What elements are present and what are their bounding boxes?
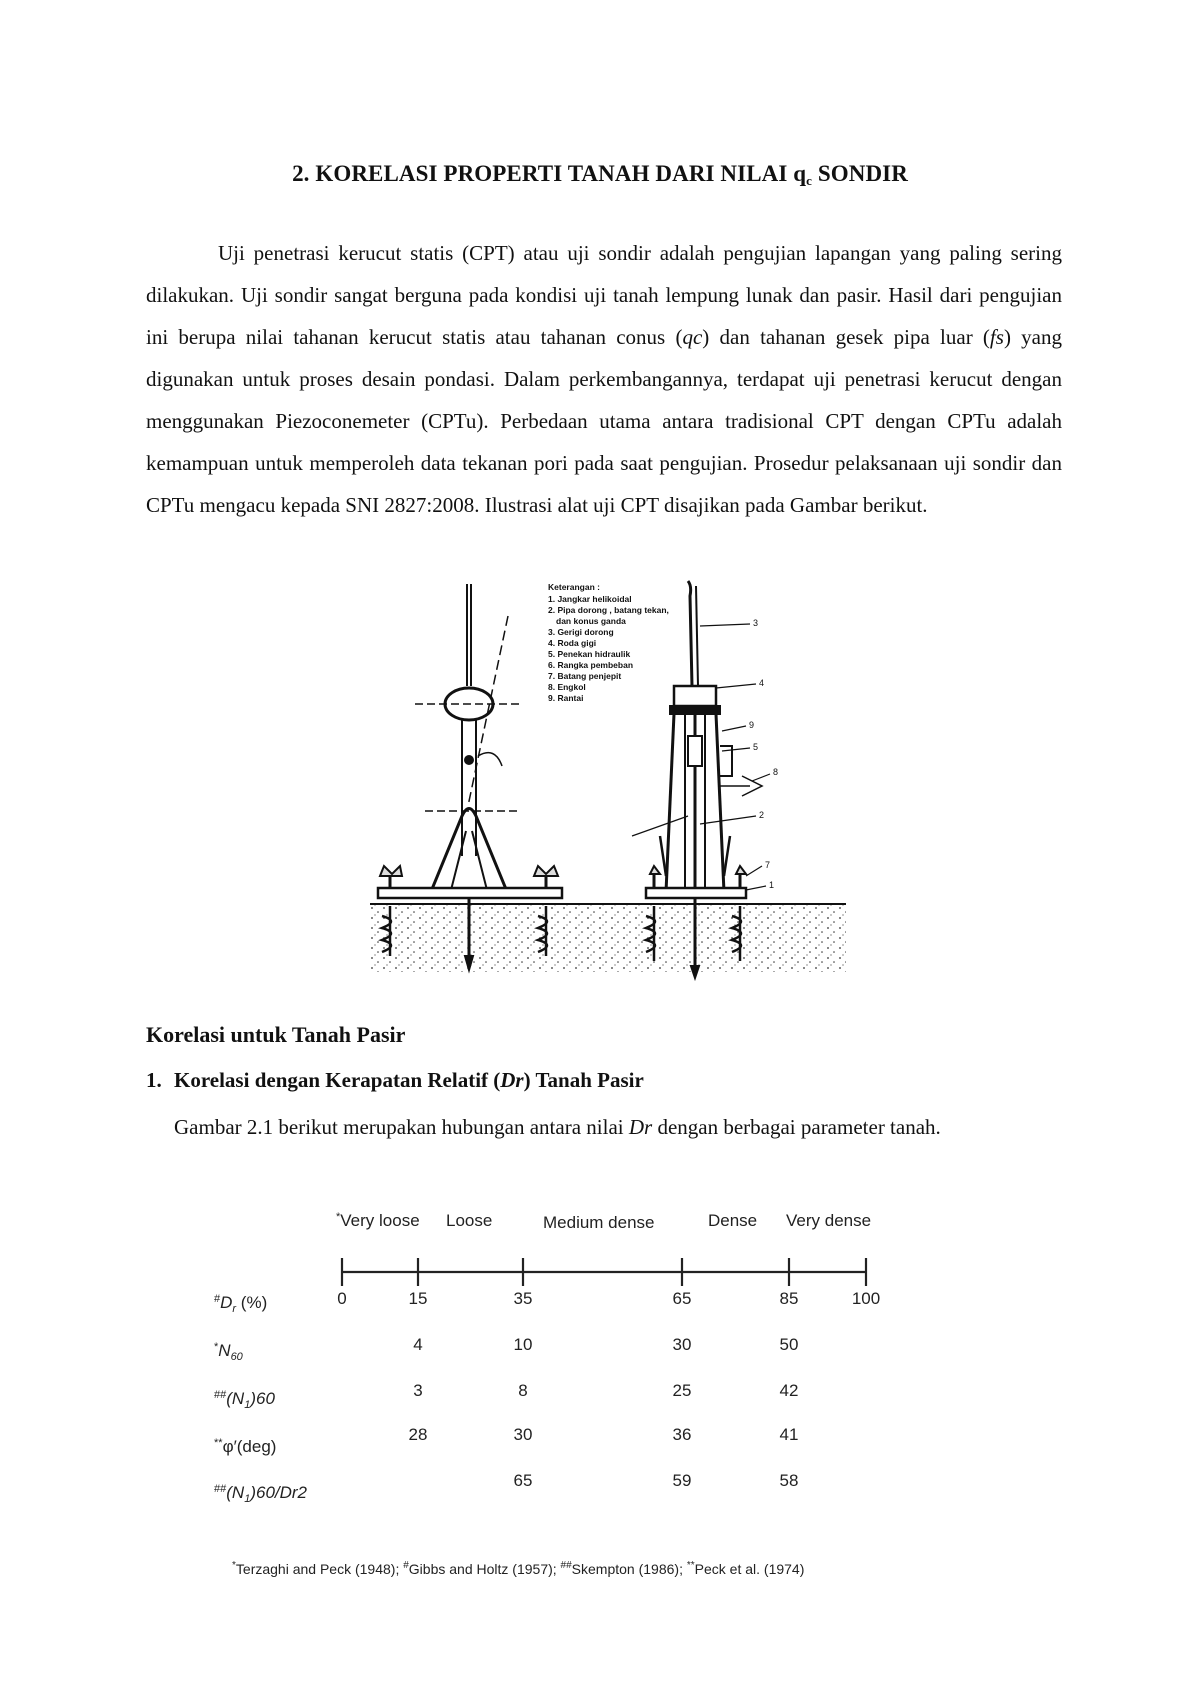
references-line: *Terzaghi and Peck (1948); #Gibbs and Holtz (1957); ##Skempton (1986); **Peck et al. (1974) xyxy=(232,1560,805,1577)
value-cell: 65 xyxy=(513,1471,533,1490)
legend-item: 3. Gerigi dorong xyxy=(548,627,614,637)
legend-item: 2. Pipa dorong , batang tekan, xyxy=(548,605,669,615)
row-label-n160-dr2: $^{\#\#}(N_1)60/Dr2$ xyxy=(214,1483,308,1505)
row-label-n60: $^*N_{60}$ xyxy=(214,1341,243,1363)
callout-label: 1 xyxy=(769,880,775,890)
legend-title: Keterangan : xyxy=(548,582,600,592)
value-cell: 15 xyxy=(408,1289,428,1308)
callout-label: 9 xyxy=(749,720,755,730)
cpt-apparatus-figure xyxy=(370,576,846,986)
legend-item: 5. Penekan hidraulik xyxy=(548,649,631,659)
row-label-n160: $^{\#\#}(N_1)60$ xyxy=(214,1389,275,1411)
value-cell: 3 xyxy=(413,1381,423,1400)
legend-item: 6. Rangka pembeban xyxy=(548,660,634,670)
value-cell: 65 xyxy=(672,1289,692,1308)
row-label-phi: **φ′(deg) xyxy=(214,1437,277,1456)
legend-item: 9. Rantai xyxy=(548,693,584,703)
density-scale-axis xyxy=(342,1258,866,1286)
value-cell: 100 xyxy=(851,1289,881,1308)
relative-density-figure xyxy=(200,1196,1000,1596)
category-label: *Very loose xyxy=(336,1211,420,1230)
callout-label: 7 xyxy=(765,860,771,870)
category-label: Medium dense xyxy=(543,1213,655,1232)
value-cell: 28 xyxy=(408,1425,428,1444)
value-cell: 35 xyxy=(513,1289,533,1308)
value-cell: 59 xyxy=(672,1471,692,1490)
value-cell: 30 xyxy=(672,1335,692,1354)
page-title: 2. KORELASI PROPERTI TANAH DARI NILAI $q_c$ SONDIR xyxy=(292,161,908,189)
section-heading: Korelasi untuk Tanah Pasir xyxy=(146,1022,406,1047)
value-cell: 50 xyxy=(779,1335,799,1354)
legend-item: 7. Batang penjepit xyxy=(548,671,622,681)
legend-item: 8. Engkol xyxy=(548,682,586,692)
category-label: Dense xyxy=(708,1211,758,1230)
value-cell: 58 xyxy=(779,1471,799,1490)
legend-item: 1. Jangkar helikoidal xyxy=(548,594,632,604)
callout-label: 5 xyxy=(753,742,759,752)
callout-label: 8 xyxy=(773,767,779,777)
value-cell: 25 xyxy=(672,1381,692,1400)
value-cell: 4 xyxy=(413,1335,423,1354)
value-cell: 85 xyxy=(779,1289,799,1308)
subsection-heading: 1. Korelasi dengan Kerapatan Relatif (Dr) Tanah Pasir xyxy=(146,1068,644,1092)
value-cell: 10 xyxy=(513,1335,533,1354)
intro-paragraph: Uji penetrasi kerucut statis (CPT) atau uji sondir adalah pengujian lapangan yang paling sering dilakukan. Uji sondir sangat berguna pada kondisi uji tanah lempung lunak dan pasir. Hasil dari pengujian ini berupa nilai tahanan kerucut statis atau tahanan conus (qc) dan tahanan gesek pipa luar (fs) yang digunakan untuk proses desain pondasi. Dalam perkembangannya, terdapat uji penetrasi kerucut dengan menggunakan Piezoconemeter (CPTu). Perbedaan utama antara tradisional CPT dengan CPTu adalah kemampuan untuk memperoleh data tekanan pori pada saat pengujian. Prosedur pelaksanaan uji sondir dan CPTu mengacu kepada SNI 2827:2008. Ilustrasi alat uji CPT disajikan pada Gambar berikut. xyxy=(146,241,1062,517)
value-cell: 36 xyxy=(672,1425,692,1444)
subsection-paragraph: Gambar 2.1 berikut merupakan hubungan antara nilai Dr dengan berbagai parameter tanah. xyxy=(174,1115,941,1139)
value-cell: 30 xyxy=(513,1425,533,1444)
row-label-dr: $^{\#}D_r$ (%) xyxy=(214,1293,268,1315)
legend-item: dan konus ganda xyxy=(556,616,626,626)
callout-label: 4 xyxy=(759,678,765,688)
category-label: Very dense xyxy=(786,1211,872,1230)
value-cell: 8 xyxy=(518,1381,528,1400)
callout-label: 2 xyxy=(759,810,765,820)
value-cell: 0 xyxy=(337,1289,347,1308)
category-label: Loose xyxy=(446,1211,493,1230)
value-cell: 42 xyxy=(779,1381,799,1400)
value-cells xyxy=(337,1289,880,1490)
callout-label: 3 xyxy=(753,618,759,628)
value-cell: 41 xyxy=(779,1425,799,1444)
legend-item: 4. Roda gigi xyxy=(548,638,597,648)
